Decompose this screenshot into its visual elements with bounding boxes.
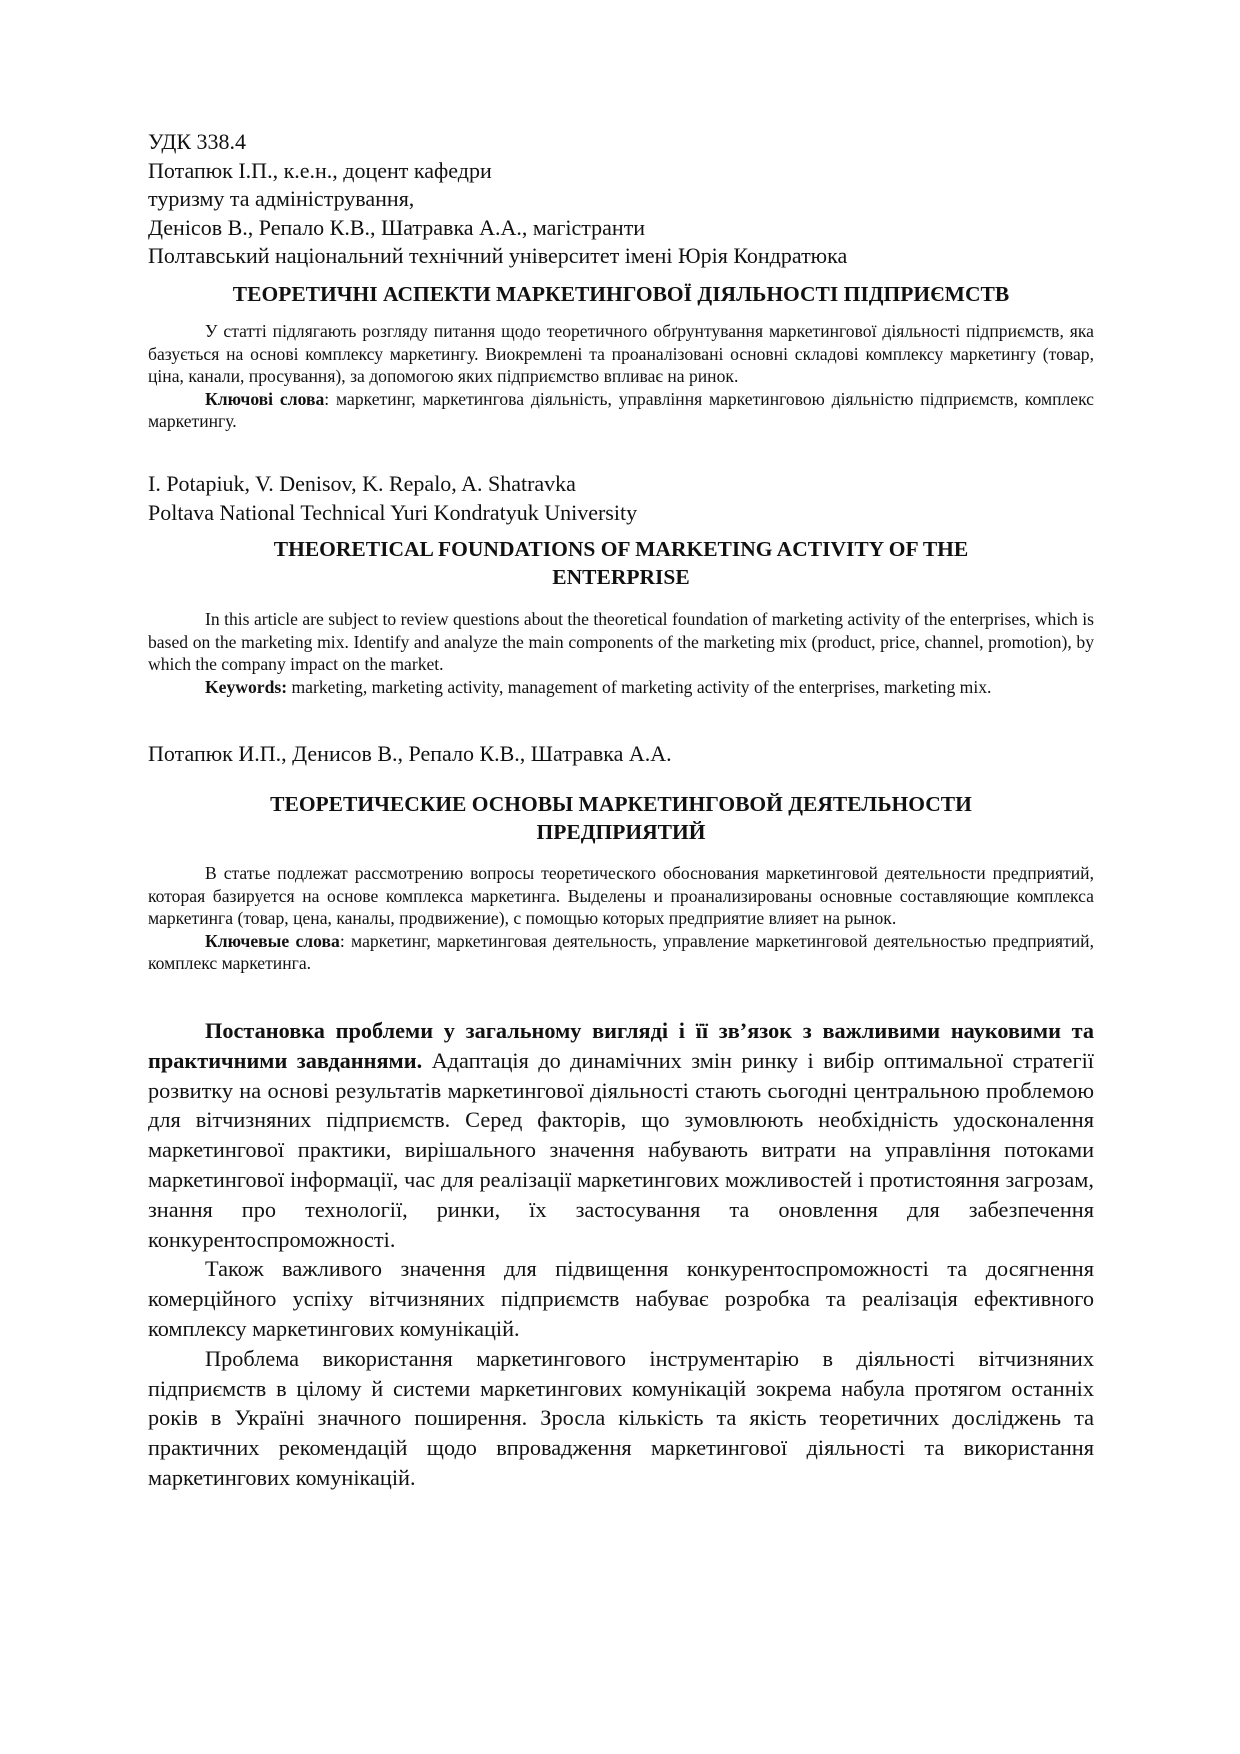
keywords-text: : маркетинг, маркетинговая деятельность, управление маркетинговой деятельностью предприятий, комплекс маркетинга. [148, 930, 1094, 974]
title-ru [148, 790, 1094, 846]
title-en-line1: THEORETICAL FOUNDATIONS OF MARKETING ACTIVITY OF THE [273, 537, 969, 561]
udk-code: УДК 338.4 [148, 129, 247, 154]
body-paragraph: Також важливого значення для підвищення конкурентоспроможності та досягнення комерційного успіху вітчизняних підприємств набуває розробка та реалізація ефективного комплексу маркетингових комунікацій. [148, 1256, 1094, 1341]
paragraph-text: Адаптація до динамічних змін ринку і вибір оптимальної стратегії розвитку на основі результатів маркетингової діяльності стають сьогодні центральною проблемою для вітчизняних підприємств. Серед факторів, що зумовлюють необхідність удосконалення маркетингової практики, вирішального значення набувають витрати на управління потоками маркетингової інформації, час для реалізації маркетингових можливостей і протистояння загрозам, знання про технології, ринки, їх застосування та оновлення для забезпечення конкурентоспроможності. [148, 1047, 1094, 1252]
author-main: Потапюк І.П., к.е.н., доцент кафедри [148, 157, 492, 183]
author-department: туризму та адміністрування, [148, 186, 415, 211]
title-ru-line2: ПРЕДПРИЯТИЙ [536, 820, 706, 844]
keywords [148, 930, 1094, 975]
author-info-ua [148, 128, 1094, 271]
keywords [148, 388, 1094, 433]
keywords-text: : маркетинг, маркетингова діяльність, управління маркетинговою діяльністю підприємств, комплекс маркетингу. [148, 388, 1094, 432]
title-ua: ТЕОРЕТИЧНІ АСПЕКТИ МАРКЕТИНГОВОЇ ДІЯЛЬНОСТІ ПІДПРИЄМСТВ [232, 282, 1010, 306]
abstract-ua [148, 320, 1094, 433]
body-paragraph [148, 1016, 1094, 1254]
university-name: Полтавський національний технічний університет імені Юрія Кондратюка [148, 243, 848, 268]
section-heading: Постановка проблеми у загальному вигляді і її зв’язок з важливими науковими та практичними завданнями. [148, 1018, 1094, 1073]
article-body [148, 1016, 1094, 1493]
abstract-text: В статье подлежат рассмотрению вопросы теоретического обоснования маркетинговой деятельности предприятий, которая базируется на основе комплекса маркетинга. Выделены и проанализированы основные составляющие комплекса маркетинга (товар, цена, каналы, продвижение), с помощью которых предприятие влияет на рынок. [148, 863, 1094, 929]
title-en-line2: ENTERPRISE [552, 565, 690, 589]
keywords-label: Keywords: [205, 676, 288, 697]
keywords-label: Ключевые слова [205, 930, 340, 951]
keywords [148, 676, 1094, 699]
authors-ru: Потапюк И.П., Денисов В., Репало К.В., Шатравка А.А. [148, 741, 672, 766]
keywords-text: marketing, marketing activity, management of marketing activity of the enterprises, marketing mix. [287, 676, 992, 697]
abstract-text: У статті підлягають розгляду питання щодо теоретичного обґрунтування маркетингової діяльності підприємств, яка базується на основі комплексу маркетингу. Виокремлені та проаналізовані основні складові комплексу маркетингу (товар, ціна, канали, просування), за допомогою яких підприємство впливає на ринок. [148, 321, 1094, 387]
university-en: Poltava National Technical Yuri Kondratyuk University [148, 499, 638, 525]
author-info-en [148, 470, 1094, 527]
abstract-text: In this article are subject to review questions about the theoretical foundation of marketing activity of the enterprises, which is based on the marketing mix. Identify and analyze the main components of the marketing mix (product, price, channel, promotion), by which the company impact on the market. [148, 609, 1094, 675]
authors-en: I. Potapiuk, V. Denisov, K. Repalo, A. Shatravka [148, 471, 576, 496]
keywords-label: Ключові слова [205, 388, 325, 409]
co-authors: Денісов В., Репало К.В., Шатравка А.А., магістранти [148, 214, 646, 240]
abstract-en [148, 608, 1094, 698]
abstract-ru [148, 862, 1094, 975]
title-en [148, 535, 1094, 591]
body-paragraph: Проблема використання маркетингового інструментарію в діяльності вітчизняних підприємств в цілому й системи маркетингових комунікацій зокрема набула протягом останніх років в Україні значного поширення. Зросла кількість та якість теоретичних досліджень та практичних рекомендацій щодо впровадження маркетингової діяльності та використання маркетингових комунікацій. [148, 1345, 1094, 1490]
title-ru-line1: ТЕОРЕТИЧЕСКИЕ ОСНОВЫ МАРКЕТИНГОВОЙ ДЕЯТЕЛЬНОСТИ [270, 792, 972, 816]
